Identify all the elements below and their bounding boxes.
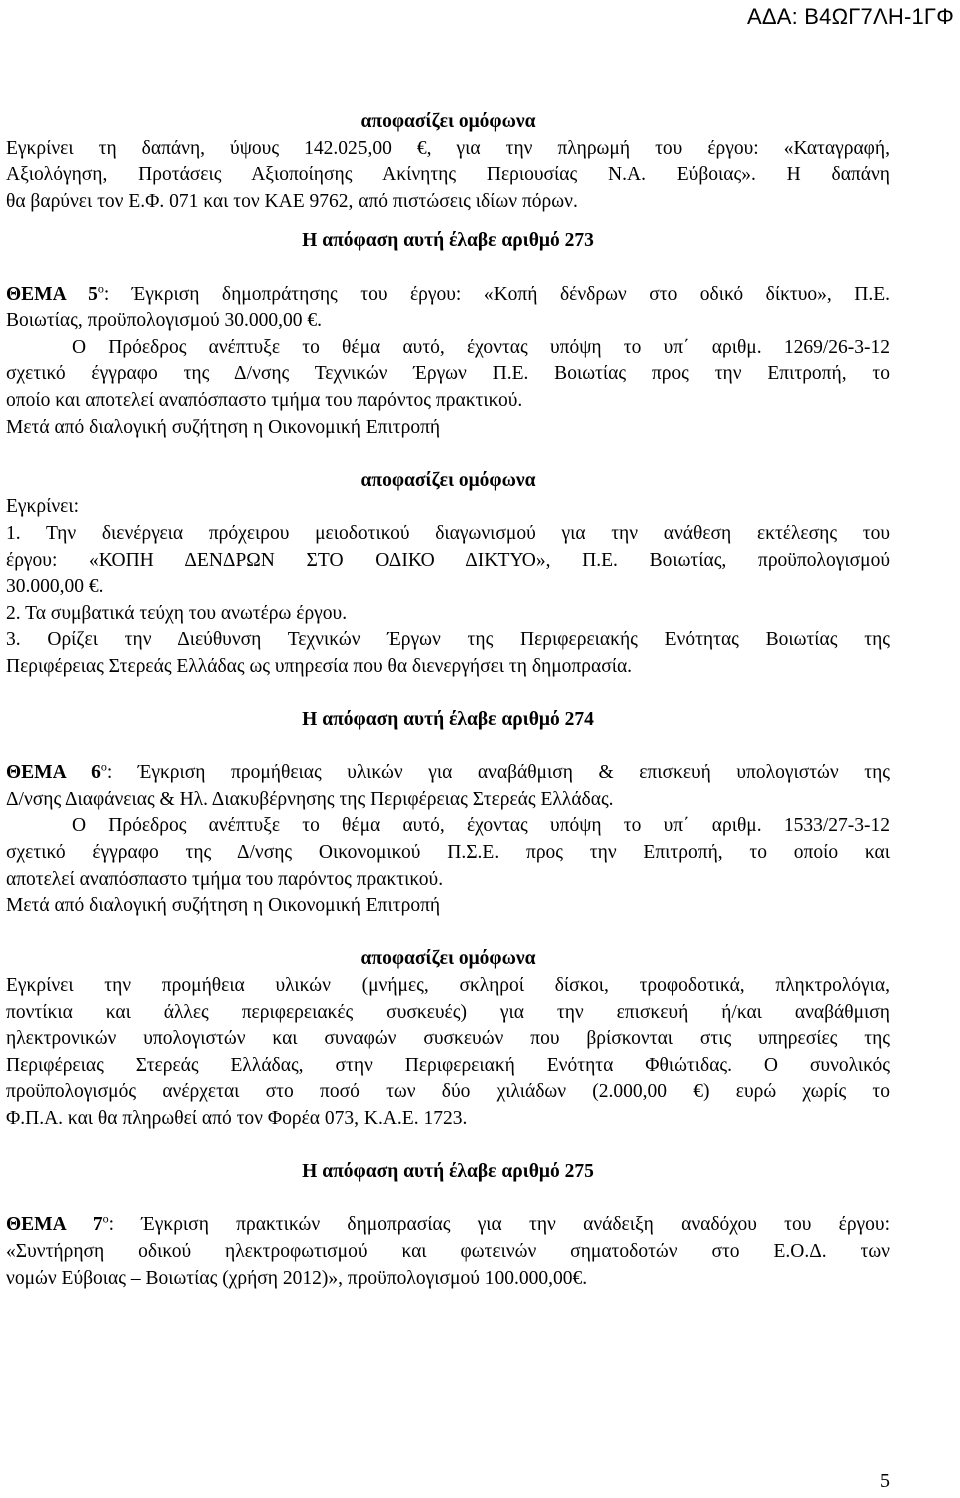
list-item: έργου: «ΚΟΠΗ ΔΕΝΔΡΩΝ ΣΤΟ ΟΔΙΚΟ ΔΙΚΤΥΟ», Π.Ε. Βοιωτίας, προϋπολογισμού	[6, 549, 890, 571]
document-body	[6, 109, 890, 1292]
text-line: Φ.Π.Α. και θα πληρωθεί από τον Φορέα 073, Κ.Α.Ε. 1723.	[6, 1107, 468, 1129]
text-line: ποντίκια και άλλες περιφερειακές συσκευές) για την επισκευή ή/και αναβάθμιση	[6, 1001, 890, 1023]
decision-number: Η απόφαση αυτή έλαβε αριθμό 275	[302, 1161, 594, 1183]
decision-heading: αποφασίζει ομόφωνα	[360, 948, 536, 970]
theme-label: ΘΕΜΑ 5	[6, 283, 98, 305]
text-line: οποίο και αποτελεί αναπόσπαστο τμήμα του παρόντος πρακτικού.	[6, 389, 523, 411]
text-line: Εγκρίνει τη δαπάνη, ύψους 142.025,00 €, για την πληρωμή του έργου: «Καταγραφή,	[6, 137, 890, 159]
decision-heading: αποφασίζει ομόφωνα	[360, 111, 536, 132]
ada-code: ΑΔΑ: Β4ΩΓ7ΛΗ-1ΓΦ	[747, 4, 954, 29]
theme-sup: ο	[100, 759, 107, 774]
text-line: αποτελεί αναπόσπαστο τμήμα του παρόντος πρακτικού.	[6, 868, 444, 890]
text-line: προϋπολογισμός ανέρχεται στο ποσό των δύο χιλιάδων (2.000,00 €) ευρώ χωρίς το	[6, 1081, 890, 1103]
after-discussion: Μετά από διαλογική συζήτηση η Οικονομική Επιτροπή	[6, 416, 441, 438]
theme-title	[6, 1212, 890, 1239]
list-item: 3. Ορίζει την Διεύθυνση Τεχνικών Έργων της Περιφερειακής Ενότητας Βοιωτίας της	[6, 629, 890, 651]
list-item: 1. Την διενέργεια πρόχειρου μειοδοτικού διαγωνισμού για την ανάθεση εκτέλεσης του	[6, 522, 890, 544]
theme-title-text: : Έγκριση πρακτικών δημοπρασίας για την ανάδειξη αναδόχου του έργου:	[108, 1214, 890, 1236]
theme-title-line: Δ/νσης Διαφάνειας & Ηλ. Διακυβέρνησης της Περιφέρειας Στερεάς Ελλάδας.	[6, 788, 614, 810]
decision-heading: αποφασίζει ομόφωνα	[360, 469, 536, 491]
decision-number: Η απόφαση αυτή έλαβε αριθμό 273	[302, 230, 594, 252]
text-line: Περιφέρειας Στερεάς Ελλάδας, στην Περιφερειακή Ενότητα Φθιώτιδας. Ο συνολικός	[6, 1054, 890, 1076]
theme-sup: ο	[97, 281, 104, 296]
page-number: 5	[880, 1470, 890, 1492]
text-line: ηλεκτρονικών υπολογιστών και συναφών συσκευών που βρίσκονται στις υπηρεσίες της	[6, 1028, 890, 1050]
theme-title-text: : Έγκριση δημοπράτησης του έργου: «Κοπή δένδρων στο οδικό δίκτυο», Π.Ε.	[103, 283, 891, 305]
theme-title-line: «Συντήρηση οδικού ηλεκτροφωτισμού και φωτεινών σηματοδοτών στο Ε.Ο.Δ. των	[6, 1240, 890, 1262]
text-line: σχετικό έγγραφο της Δ/νσης Οικονομικού Π.Σ.Ε. προς την Επιτροπή, το οποίο και	[6, 842, 890, 864]
theme-title	[6, 282, 890, 309]
theme-title-line: Βοιωτίας, προϋπολογισμού 30.000,00 €.	[6, 310, 322, 332]
theme-title	[6, 760, 890, 787]
decision-number: Η απόφαση αυτή έλαβε αριθμό 274	[302, 709, 594, 731]
theme-title-line: νομών Εύβοιας – Βοιωτίας (χρήση 2012)», προϋπολογισμού 100.000,00€.	[6, 1267, 588, 1289]
list-item: 2. Τα συμβατικά τεύχη του ανωτέρω έργου.	[6, 602, 348, 624]
text-line: Εγκρίνει την προμήθεια υλικών (μνήμες, σκληροί δίσκοι, τροφοδοτικά, πληκτρολόγια,	[6, 975, 890, 996]
text-line: θα βαρύνει τον Ε.Φ. 071 και τον ΚΑΕ 9762, από πιστώσεις ιδίων πόρων.	[6, 190, 578, 212]
list-item: Περιφέρειας Στερεάς Ελλάδας ως υπηρεσία που θα διενεργήσει τη δημοπρασία.	[6, 655, 633, 677]
theme-label: ΘΕΜΑ 6	[6, 762, 101, 784]
theme-sup: ο	[102, 1211, 109, 1226]
text-line: Ο Πρόεδρος ανέπτυξε το θέμα αυτό, έχοντας υπόψη το υπ΄ αριθμ. 1269/26-3-12	[72, 336, 890, 358]
text-line: Αξιολόγηση, Προτάσεις Αξιοποίησης Ακίνητης Περιουσίας Ν.Α. Εύβοιας». Η δαπάνη	[6, 164, 890, 186]
text-line: Ο Πρόεδρος ανέπτυξε το θέμα αυτό, έχοντας υπόψη το υπ΄ αριθμ. 1533/27-3-12	[72, 815, 890, 837]
text-line: σχετικό έγγραφο της Δ/νσης Τεχνικών Έργων Π.Ε. Βοιωτίας προς την Επιτροπή, το	[6, 363, 890, 385]
after-discussion: Μετά από διαλογική συζήτηση η Οικονομική Επιτροπή	[6, 895, 441, 917]
theme-title-text: : Έγκριση προμήθειας υλικών για αναβάθμιση & επισκευή υπολογιστών της	[106, 762, 890, 784]
approves-label: Εγκρίνει:	[6, 496, 80, 518]
list-item: 30.000,00 €.	[6, 576, 104, 598]
theme-label: ΘΕΜΑ 7	[6, 1214, 103, 1236]
